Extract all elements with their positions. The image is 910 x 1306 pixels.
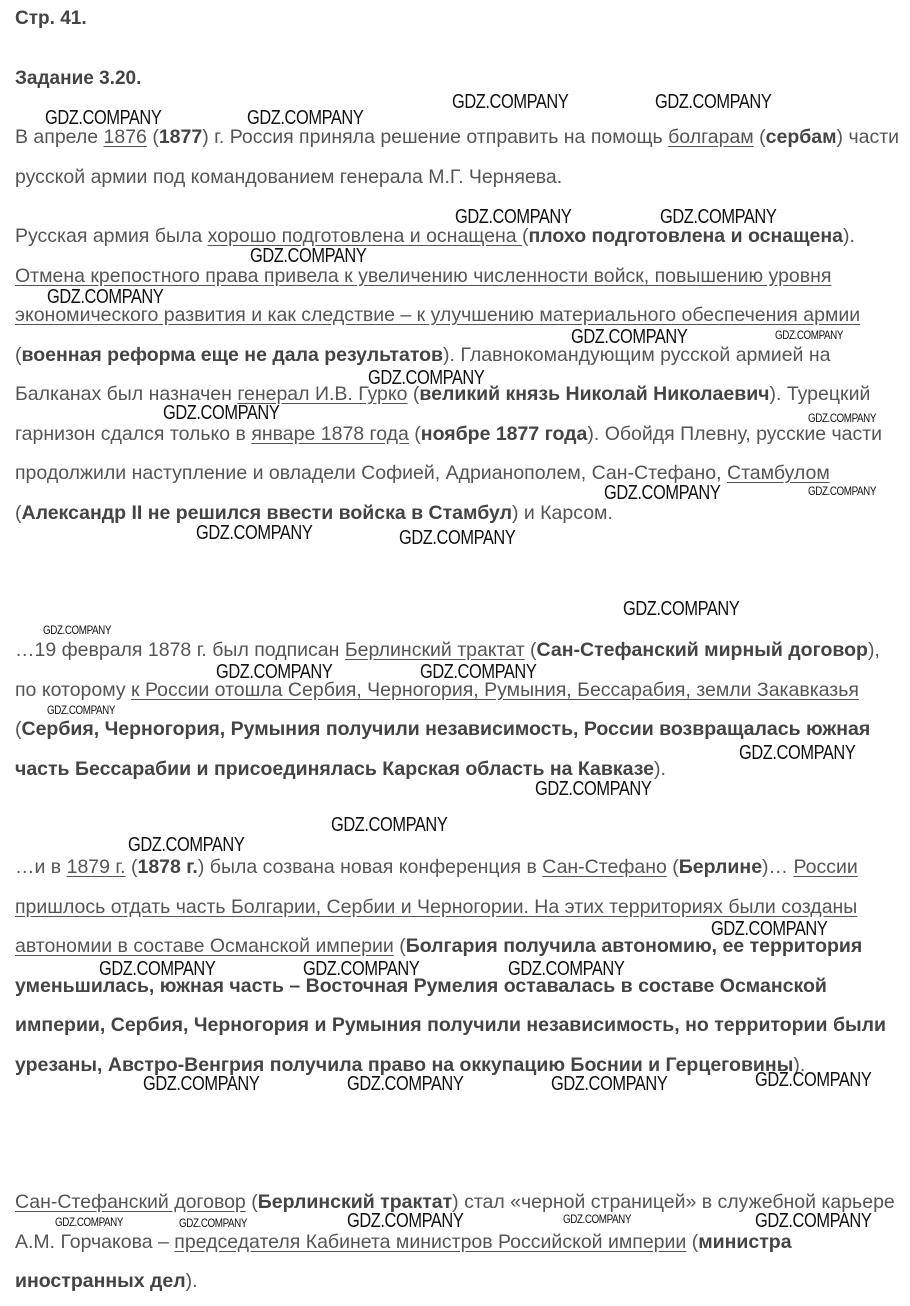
- text-fragment: ).: [793, 1053, 806, 1076]
- watermark: GDZ.COMPANY: [399, 527, 516, 549]
- watermark: GDZ.COMPANY: [143, 1073, 260, 1095]
- text-fragment: ).: [843, 225, 855, 247]
- text-fragment: ), по которому: [15, 639, 880, 701]
- bold-answer: Болгария получила автономию, ее территория уменьшилась, южная часть – Восточная Румелия оставалась в составе Османской империи, Сербия, Черногория и Румыния получили независимость, но территории были урезаны, Австро-Венгрия получила право на оккупацию Боснии и Герцеговины: [15, 935, 887, 1076]
- watermark: GDZ.COMPANY: [347, 1210, 464, 1232]
- text-fragment: (: [408, 422, 421, 445]
- text-fragment: ) части русской армии под командованием генерала М.Г. Черняева.: [15, 126, 900, 188]
- watermark: GDZ.COMPANY: [368, 367, 485, 389]
- text-fragment: (: [522, 225, 529, 247]
- bold-answer: 1877: [158, 126, 203, 148]
- bold-answer: Александр II не решился ввести войска в Стамбул: [21, 501, 512, 524]
- watermark: GDZ.COMPANY: [99, 958, 216, 980]
- watermark: GDZ.COMPANY: [563, 1212, 632, 1226]
- watermark: GDZ.COMPANY: [55, 1215, 124, 1229]
- bold-answer: плохо подготовлена и оснащена: [528, 225, 844, 247]
- task-title: Задание 3.20.: [15, 68, 142, 89]
- watermark: GDZ.COMPANY: [250, 245, 367, 267]
- watermark: GDZ.COMPANY: [508, 958, 625, 980]
- text-fragment: (: [666, 856, 679, 878]
- text-fragment: ) и Карсом.: [511, 501, 613, 524]
- underlined-text: к России отошла Сербия, Черногория, Румыния, Бессарабия, земли Закавказья: [131, 678, 859, 701]
- paragraph-3: [15, 631, 900, 789]
- text-fragment: Русская армия была: [15, 225, 208, 247]
- watermark: GDZ.COMPANY: [571, 326, 688, 348]
- underlined-text: Сан-Стефанский договор: [15, 1191, 246, 1213]
- watermark: GDZ.COMPANY: [660, 206, 777, 228]
- watermark: GDZ.COMPANY: [551, 1073, 668, 1095]
- watermark: GDZ.COMPANY: [420, 661, 537, 683]
- text-fragment: (: [686, 1230, 699, 1253]
- underlined-text: Отмена крепостного права привела к увеличению численности войск, повышению уровня экономического развития и как следствие – к улучшению материального обеспечения армии: [15, 264, 861, 326]
- watermark: GDZ.COMPANY: [128, 834, 245, 856]
- watermark: GDZ.COMPANY: [196, 522, 313, 544]
- text-fragment: (: [125, 856, 138, 878]
- watermark: GDZ.COMPANY: [43, 623, 112, 637]
- watermark: GDZ.COMPANY: [247, 107, 364, 129]
- underlined-text: 1876: [103, 126, 147, 148]
- text-fragment: …19 февраля 1878 г. был подписан: [15, 639, 345, 661]
- watermark: GDZ.COMPANY: [808, 484, 877, 498]
- text-fragment: ).: [185, 1270, 198, 1292]
- underlined-text: Берлинский трактат: [344, 639, 525, 661]
- text-fragment: (: [146, 126, 159, 148]
- underlined-text: январе 1878 года: [251, 422, 409, 445]
- text-fragment: (: [524, 639, 537, 661]
- bold-answer: Берлине: [678, 856, 763, 878]
- bold-answer: министра иностранных дел: [15, 1230, 792, 1292]
- watermark: GDZ.COMPANY: [331, 814, 448, 836]
- text-fragment: (: [15, 501, 22, 524]
- text-fragment: ) была созвана новая конференция в: [197, 856, 543, 878]
- watermark: GDZ.COMPANY: [655, 91, 772, 113]
- bold-answer: сербам: [765, 126, 837, 148]
- text-fragment: ). Турецкий гарнизон сдался только в: [15, 383, 871, 445]
- underlined-text: хорошо подготовлена и оснащена: [207, 225, 522, 247]
- watermark: GDZ.COMPANY: [179, 1216, 248, 1230]
- watermark: GDZ.COMPANY: [455, 206, 572, 228]
- bold-answer: ноябре 1877 года: [420, 422, 588, 445]
- text-fragment: ). Обойдя Плевну, русские части продолжили наступление и овладели Софией, Адрианополем, Сан-Стефано,: [15, 422, 883, 484]
- watermark: GDZ.COMPANY: [604, 482, 721, 504]
- watermark: GDZ.COMPANY: [303, 958, 420, 980]
- underlined-text: председателя Кабинета министров Российской империи: [174, 1230, 687, 1253]
- watermark: GDZ.COMPANY: [739, 742, 856, 764]
- watermark: GDZ.COMPANY: [711, 918, 828, 940]
- text-fragment: ). Главнокомандующим русской армией на Балканах был назначен: [15, 343, 831, 405]
- watermark: GDZ.COMPANY: [347, 1073, 464, 1095]
- text-fragment: (: [407, 383, 420, 405]
- watermark: GDZ.COMPANY: [216, 661, 333, 683]
- text-fragment: ) г. Россия приняла решение отправить на помощь: [202, 126, 669, 148]
- watermark: GDZ.COMPANY: [755, 1069, 872, 1091]
- bold-answer: Сербия, Черногория, Румыния получили независимость, России возвращалась южная часть Бессарабии и присоединялась Карская область на Кавказе: [15, 718, 871, 780]
- text-fragment: В апреле: [15, 126, 104, 148]
- watermark: GDZ.COMPANY: [535, 778, 652, 800]
- watermark: GDZ.COMPANY: [775, 328, 844, 342]
- bold-answer: великий князь Николай Николаевич: [419, 383, 770, 405]
- text-fragment: (: [15, 718, 22, 740]
- text-fragment: ) стал «черной страницей» в служебной карьере А.М. Горчакова –: [15, 1191, 895, 1253]
- text-fragment: …и в: [15, 856, 67, 878]
- underlined-text: болгарам: [668, 126, 754, 148]
- watermark: GDZ.COMPANY: [452, 91, 569, 113]
- text-fragment: (: [245, 1191, 258, 1213]
- bold-answer: Берлинский трактат: [257, 1191, 453, 1213]
- watermark: GDZ.COMPANY: [623, 598, 740, 620]
- underlined-text: Сан-Стефано: [542, 856, 667, 878]
- text-fragment: (: [753, 126, 766, 148]
- watermark: GDZ.COMPANY: [45, 107, 162, 129]
- bold-answer: военная реформа еще не дала результатов: [21, 343, 444, 366]
- watermark: GDZ.COMPANY: [47, 703, 116, 717]
- text-fragment: (: [15, 343, 22, 366]
- watermark: GDZ.COMPANY: [163, 402, 280, 424]
- underlined-text: России пришлось отдать часть Болгарии, Сербии и Черногории. На этих территориях были созданы автономии в составе Османской империи: [15, 856, 858, 957]
- underlined-text: 1879 г.: [66, 856, 126, 878]
- text-fragment: ).: [654, 757, 666, 780]
- watermark: GDZ.COMPANY: [755, 1210, 872, 1232]
- text-fragment: (: [393, 935, 406, 957]
- paragraph-5: [15, 1183, 900, 1302]
- bold-answer: Сан-Стефанский мирный договор: [536, 639, 868, 661]
- text-fragment: )…: [762, 856, 794, 878]
- page-number: Стр. 41.: [15, 8, 87, 29]
- watermark: GDZ.COMPANY: [47, 286, 164, 308]
- bold-answer: 1878 г.: [137, 856, 198, 878]
- underlined-text: Стамбулом: [727, 462, 830, 484]
- underlined-text: генерал И.В. Гурко: [237, 383, 408, 405]
- watermark: GDZ.COMPANY: [808, 411, 877, 425]
